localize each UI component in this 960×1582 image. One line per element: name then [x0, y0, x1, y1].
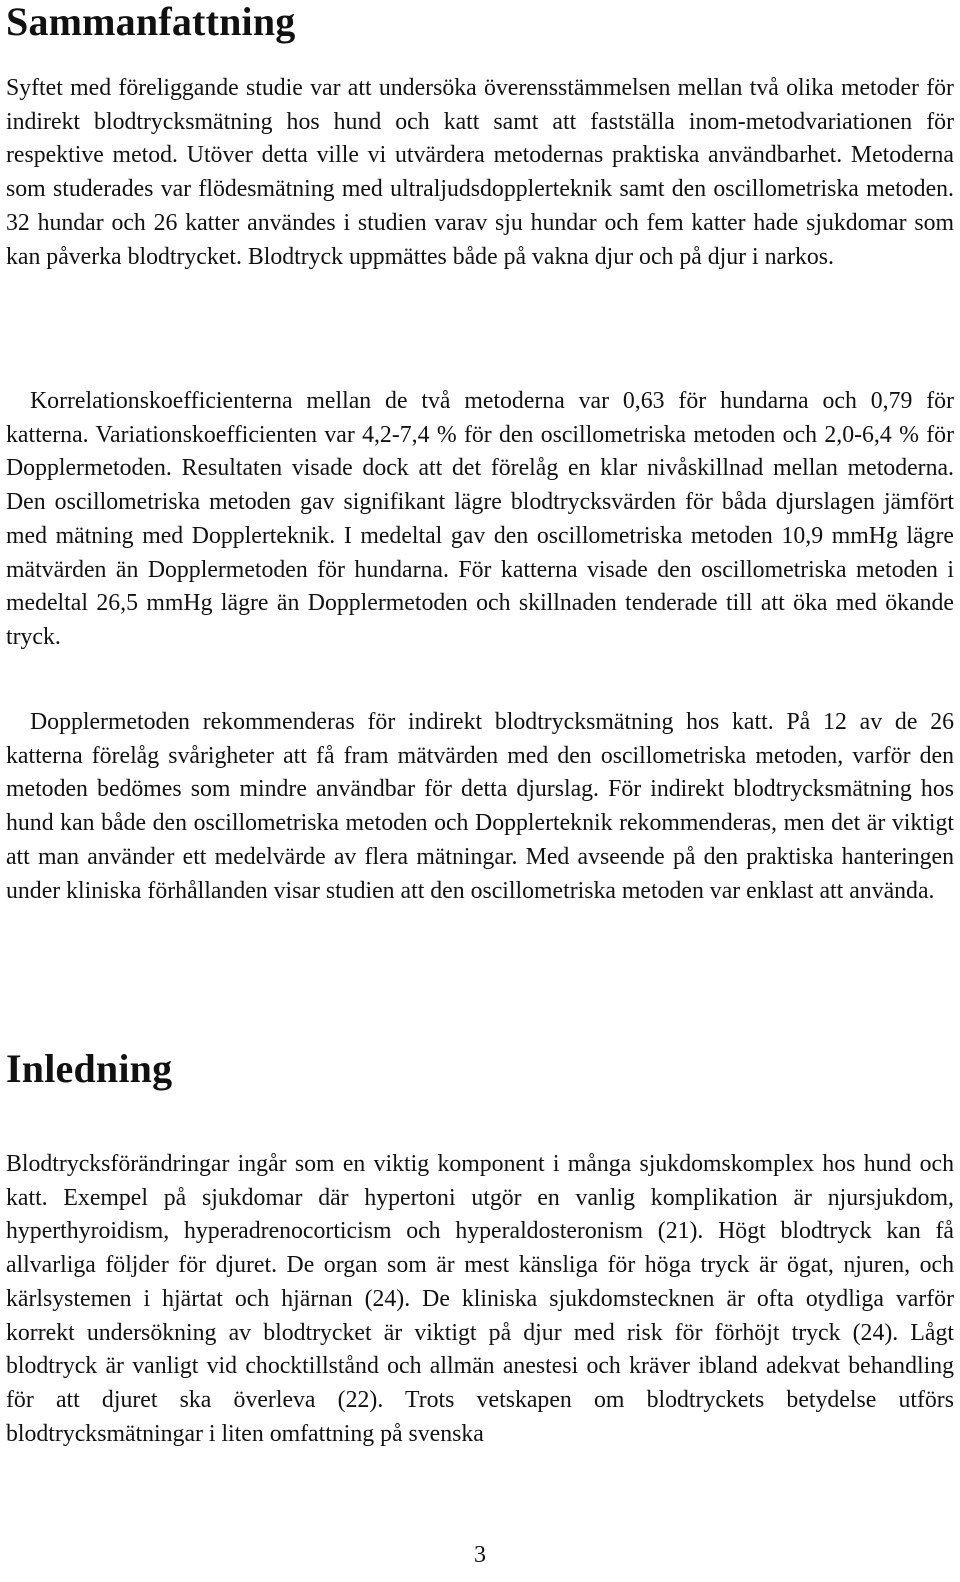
section-heading-summary: Sammanfattning — [6, 0, 296, 44]
summary-paragraph-1: Syftet med föreliggande studie var att undersöka överensstämmelsen mellan två olika metoder för indirekt blodtrycksmätning hos hund och katt samt att fastställa inom-metodvariationen för respektive metod. Utöver detta ville vi utvärdera metodernas praktiska användbarhet. Metoderna som studerades var flödesmätning med ultraljudsdopplerteknik samt den oscillometriska metoden. 32 hundar och 26 katter användes i studien varav sju hundar och fem katter hade sjukdomar som kan påverka blodtrycket. Blodtryck uppmättes både på vakna djur och på djur i narkos. — [6, 75, 954, 270]
summary-paragraph-2: Korrelationskoefficienterna mellan de två metoderna var 0,63 för hundarna och 0,79 för katterna. Variationskoefficienten var 4,2-7,4 % för den oscillometriska metoden och 2,0-6,4 % för Dopplermetoden. Resultaten visade dock att det förelåg en klar nivåskillnad mellan metoderna. Den oscillometriska metoden gav signifikant lägre blodtrycksvärden för båda djurslagen jämfört med mätning med Dopplerteknik. I medeltal gav den oscillometriska metoden 10,9 mmHg lägre mätvärden än Dopplermetoden för hundarna. För katterna visade den oscillometriska metoden i medeltal 26,5 mmHg lägre än Dopplermetoden och skillnaden tenderade till att öka med ökande tryck. — [6, 388, 954, 650]
page-number: 3 — [474, 1542, 486, 1568]
section-heading-introduction: Inledning — [6, 1046, 173, 1091]
introduction-paragraph-1: Blodtrycksförändringar ingår som en viktig komponent i många sjukdomskomplex hos hund och katt. Exempel på sjukdomar där hypertoni utgör en vanlig komplikation är njursjukdom, hyperthyroidism, hyperadrenocorticism och hyperaldosteronism (21). Högt blodtryck kan få allvarliga följder för djuret. De organ som är mest känsliga för höga tryck är ögat, njuren, och kärlsystemen i hjärtat och hjärnan (24). De kliniska sjukdomstecknen är ofta otydliga varför korrekt undersökning av blodtrycket är viktigt på djur med risk för förhöjt tryck (24). Lågt blodtryck är vanligt vid chocktillstånd och allmän anestesi och kräver ibland adekvat behandling för att djuret ska överleva (22). Trots vetskapen om blodtryckets betydelse utförs blodtrycksmätningar i liten omfattning på svenska — [6, 1151, 954, 1447]
summary-paragraph-3: Dopplermetoden rekommenderas för indirekt blodtrycksmätning hos katt. På 12 av de 26 katterna förelåg svårigheter att få fram mätvärden med den oscillometriska metoden, varför den metoden bedömes som mindre användbar för detta djurslag. För indirekt blodtrycksmätning hos hund kan både den oscillometriska metoden och Dopplerteknik rekommenderas, men det är viktigt att man använder ett medelvärde av flera mätningar. Med avseende på den praktiska hanteringen under kliniska förhållanden visar studien att den oscillometriska metoden var enklast att använda. — [6, 709, 954, 904]
